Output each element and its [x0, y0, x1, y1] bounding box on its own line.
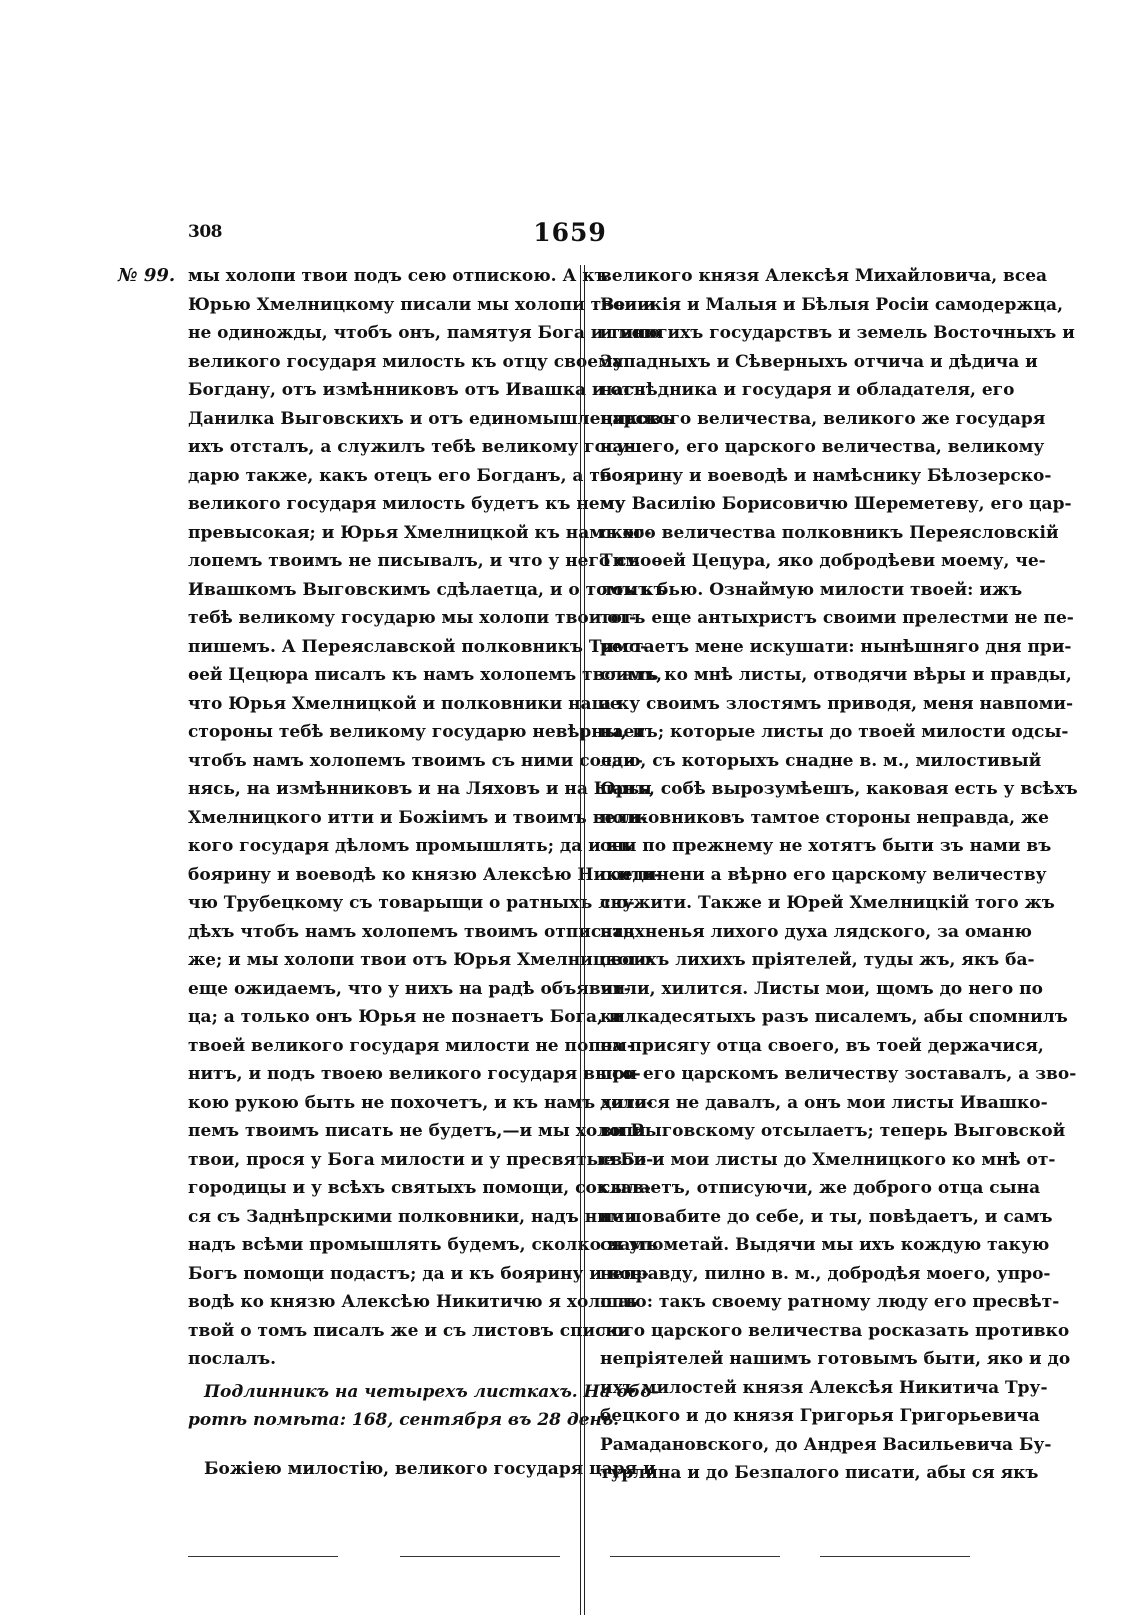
text-line: дитися не давалъ, а онъ мои листы Ивашко- — [600, 1092, 1048, 1113]
text-line: своихъ лихихъ пріятелей, туды жъ, якъ ба- — [600, 950, 1035, 970]
text-line: великого государя милость будетъ къ нему — [188, 494, 626, 514]
text-line: Ивашкомъ Выговскимъ сдѣлаетца, и о томъ къ — [188, 579, 667, 600]
text-line: что Юрья Хмелницкой и полковники наше — [188, 693, 621, 714]
text-line: боярину и воеводѣ и намѣснику Бѣлозерско- — [600, 465, 1052, 486]
text-line: твой о томъ писалъ же и съ листовъ списки — [188, 1320, 631, 1341]
footer-rule — [188, 1556, 338, 1557]
text-line: надъ всѣми промышлять будемъ, сколко намъ — [188, 1235, 659, 1255]
text-line: чили, хилится. Листы мои, щомъ до него по — [600, 978, 1043, 999]
text-line: превысокая; и Юрья Хмелницкой къ намъ хо- — [188, 522, 652, 543]
text-line: рестаетъ мене искушати: нынѣшняго дня при- — [600, 636, 1072, 657]
text-line: мы холопи твои подъ сею отпискою. А къ — [188, 266, 608, 286]
text-line: килкадесятыхъ разъ писалемъ, абы спомнилъ — [600, 1007, 1068, 1027]
text-line: Юрью Хмелницкому писали мы холопи твои и — [188, 294, 656, 315]
text-line: нясь, на измѣнниковъ и на Ляховъ и на Юрья — [188, 779, 652, 799]
text-line: ихъ милостей князя Алексѣя Никитича Тру- — [600, 1377, 1048, 1398]
text-line: кою рукою быть не похочетъ, и къ намъ холо- — [188, 1092, 653, 1113]
text-line: твоей великого государя милости не попом- — [188, 1035, 634, 1056]
text-line: неправду, пилно в. м., добродѣя моего, упро- — [600, 1263, 1051, 1284]
document-number: № 99. — [118, 265, 176, 286]
footer-rule — [400, 1556, 560, 1557]
column-divider-right — [584, 265, 585, 1615]
text-line: сылаетъ, отписуючи, же доброго отца сына — [600, 1178, 1041, 1198]
text-line: ви Выговскому отсылаетъ; теперь Выговской — [600, 1121, 1066, 1141]
text-line: кого государя дѣломъ промышлять; да и къ — [188, 836, 632, 856]
text-line: великого государя милость къ отцу своему — [188, 351, 624, 372]
text-line: а ку своимъ злостямъ приводя, меня навпоми- — [600, 693, 1073, 714]
text-line: му Василію Борисовичю Шереметеву, его цар- — [600, 494, 1072, 514]
text-line: наслѣдника и государя и обладателя, его — [600, 380, 1015, 400]
text-line: наетъ; которые листы до твоей милости одсы- — [600, 722, 1069, 742]
text-line: на присягу отца своего, въ тоей держачися, — [600, 1035, 1044, 1056]
text-line: чю Трубецкому съ товарыщи о ратныхъ лю- — [188, 893, 635, 913]
text-line: нитъ, и подъ твоею великого государя высо- — [188, 1064, 641, 1084]
text-line: пишемъ. А Переяславской полковникъ Тимо- — [188, 636, 648, 657]
footer-rule — [610, 1556, 780, 1557]
text-line: лого царского величества росказать противко — [600, 1320, 1070, 1341]
text-line: Хмелницкого итти и Божіимъ и твоимъ вели- — [188, 807, 648, 828]
text-line: ся упометай. Выдячи мы ихъ кождую такую — [600, 1235, 1050, 1255]
text-line: шаю: такъ своему ратному люду его пресвѣт- — [600, 1292, 1060, 1312]
note-line: Подлинникъ на четырехъ листкахъ. На обо- — [204, 1381, 659, 1402]
text-line: тебѣ великому государю мы холопи твои от- — [188, 608, 637, 628]
page-year-heading: 1659 — [533, 218, 607, 247]
text-line: Рамадановского, до Андрея Васильевича Бу- — [600, 1434, 1052, 1455]
text-line: послалъ. — [188, 1349, 277, 1369]
text-line: бецкого и до князя Григорья Григорьевича — [600, 1406, 1040, 1426]
text-line: великого князя Алексѣя Михайловича, всеа — [600, 266, 1048, 286]
text-line: и многихъ государствъ и земель Восточныхъ и — [600, 323, 1075, 343]
text-line: турлина и до Безпалого писати, абы ся якъ — [600, 1463, 1039, 1483]
footer-rule — [820, 1556, 970, 1557]
text-line: ѳей Цецюра писалъ къ намъ холопемъ твоимъ, — [188, 665, 663, 685]
right-column-text — [600, 262, 1078, 1488]
text-line: городицы и у всѣхъ святыхъ помощи, соклав- — [188, 1178, 651, 1198]
text-line: лопемъ твоимъ не писывалъ, и что у него съ — [188, 551, 640, 571]
left-column — [188, 262, 674, 1483]
text-line: слалъ ко мнѣ листы, отводячи вѣры и правды, — [600, 665, 1072, 685]
text-line: же; и мы холопи твои отъ Юрья Хмелницкого — [188, 950, 651, 970]
text-line: не повабите до себе, и ты, повѣдаетъ, и самъ — [600, 1206, 1053, 1227]
text-line: чтобъ намъ холопемъ твоимъ съ ними соеди- — [188, 750, 643, 771]
text-line: служити. Также и Юрей Хмелницкій того жъ — [600, 893, 1055, 913]
text-line: Данилка Выговскихъ и отъ единомышлениковъ — [188, 408, 674, 429]
text-line: ского величества полковникъ Переясловскій — [600, 522, 1059, 543]
text-line: Богъ помощи подастъ; да и къ боярину и вое- — [188, 1263, 649, 1284]
note-line: ротѣ помѣта: 168, сентября въ 28 день. — [188, 1410, 620, 1430]
text-line: царского величества, великого же государя — [600, 408, 1046, 429]
column-divider-left — [580, 265, 581, 1615]
text-line: ихъ отсталъ, а служилъ тебѣ великому госу- — [188, 437, 635, 457]
text-line: Западныхъ и Сѣверныхъ отчича и дѣдича и — [600, 351, 1038, 372]
text-line: Богдану, отъ измѣнниковъ отъ Ивашка и отъ — [188, 380, 646, 400]
text-line: стороны тебѣ великому государю невѣрны, и — [188, 722, 646, 742]
text-line: водѣ ко князю Алексѣю Никитичю я холопъ — [188, 1292, 638, 1312]
source-note — [188, 1378, 659, 1435]
text-line: дѣхъ чтобъ намъ холопемъ твоимъ отписать — [188, 921, 635, 942]
text-line: тотъ еще антыхристъ своими прелестми не пе- — [600, 608, 1074, 628]
left-column-text — [188, 262, 674, 1374]
paragraph-gap — [188, 1435, 563, 1455]
closing-line: Божіею милостію, великого государя царя и — [204, 1458, 656, 1479]
text-line: Великія и Малыя и Бѣлыя Росіи самодержца, — [600, 294, 1063, 315]
text-line: непріятелей нашимъ готовымъ быти, яко и до — [600, 1349, 1071, 1369]
page-number: 308 — [188, 222, 222, 242]
text-line: соединени а вѣрно его царскому величеству — [600, 864, 1047, 885]
text-line: надхненья лихого духа лядского, за оманю — [600, 921, 1032, 942]
text-line: панъ, собѣ вырозумѣешъ, каковая есть у всѣхъ — [600, 779, 1078, 799]
text-line: твои, прося у Бога милости и у пресвятые Бо- — [188, 1149, 654, 1170]
right-column — [600, 262, 1078, 1488]
text-line: они по прежнему не хотятъ быти зъ нами въ — [600, 836, 1052, 856]
text-line: Тимоѳей Цецура, яко добродѣеви моему, че- — [600, 551, 1046, 571]
text-line: ся съ Заднѣпрскими полковники, надъ ними — [188, 1206, 638, 1227]
text-line: полковниковъ тамтое стороны неправда, же — [600, 807, 1049, 828]
text-line: нашего, его царского величества, великому — [600, 437, 1045, 457]
text-line: при его царскомъ величеству зоставалъ, а зво- — [600, 1064, 1077, 1084]
text-line: ломъ бью. Ознаймую милости твоей: ижъ — [600, 579, 1023, 600]
text-line: боярину и воеводѣ ко князю Алексѣю Никити- — [188, 864, 662, 885]
text-line: дарю также, какъ отецъ его Богданъ, а твоя — [188, 465, 636, 486]
text-line: не одиножды, чтобъ онъ, памятуя Бога и твою — [188, 323, 661, 343]
text-line: свои и мои листы до Хмелницкого ко мнѣ от- — [600, 1149, 1056, 1170]
text-line: еще ожидаемъ, что у нихъ на радѣ объявит- — [188, 978, 631, 999]
text-line: лаю, съ которыхъ снадне в. м., милостивый — [600, 750, 1042, 771]
text-line: ца; а только онъ Юрья не познаетъ Бога, и — [188, 1007, 622, 1027]
text-line: пемъ твоимъ писать не будетъ,—и мы холопи — [188, 1121, 646, 1141]
